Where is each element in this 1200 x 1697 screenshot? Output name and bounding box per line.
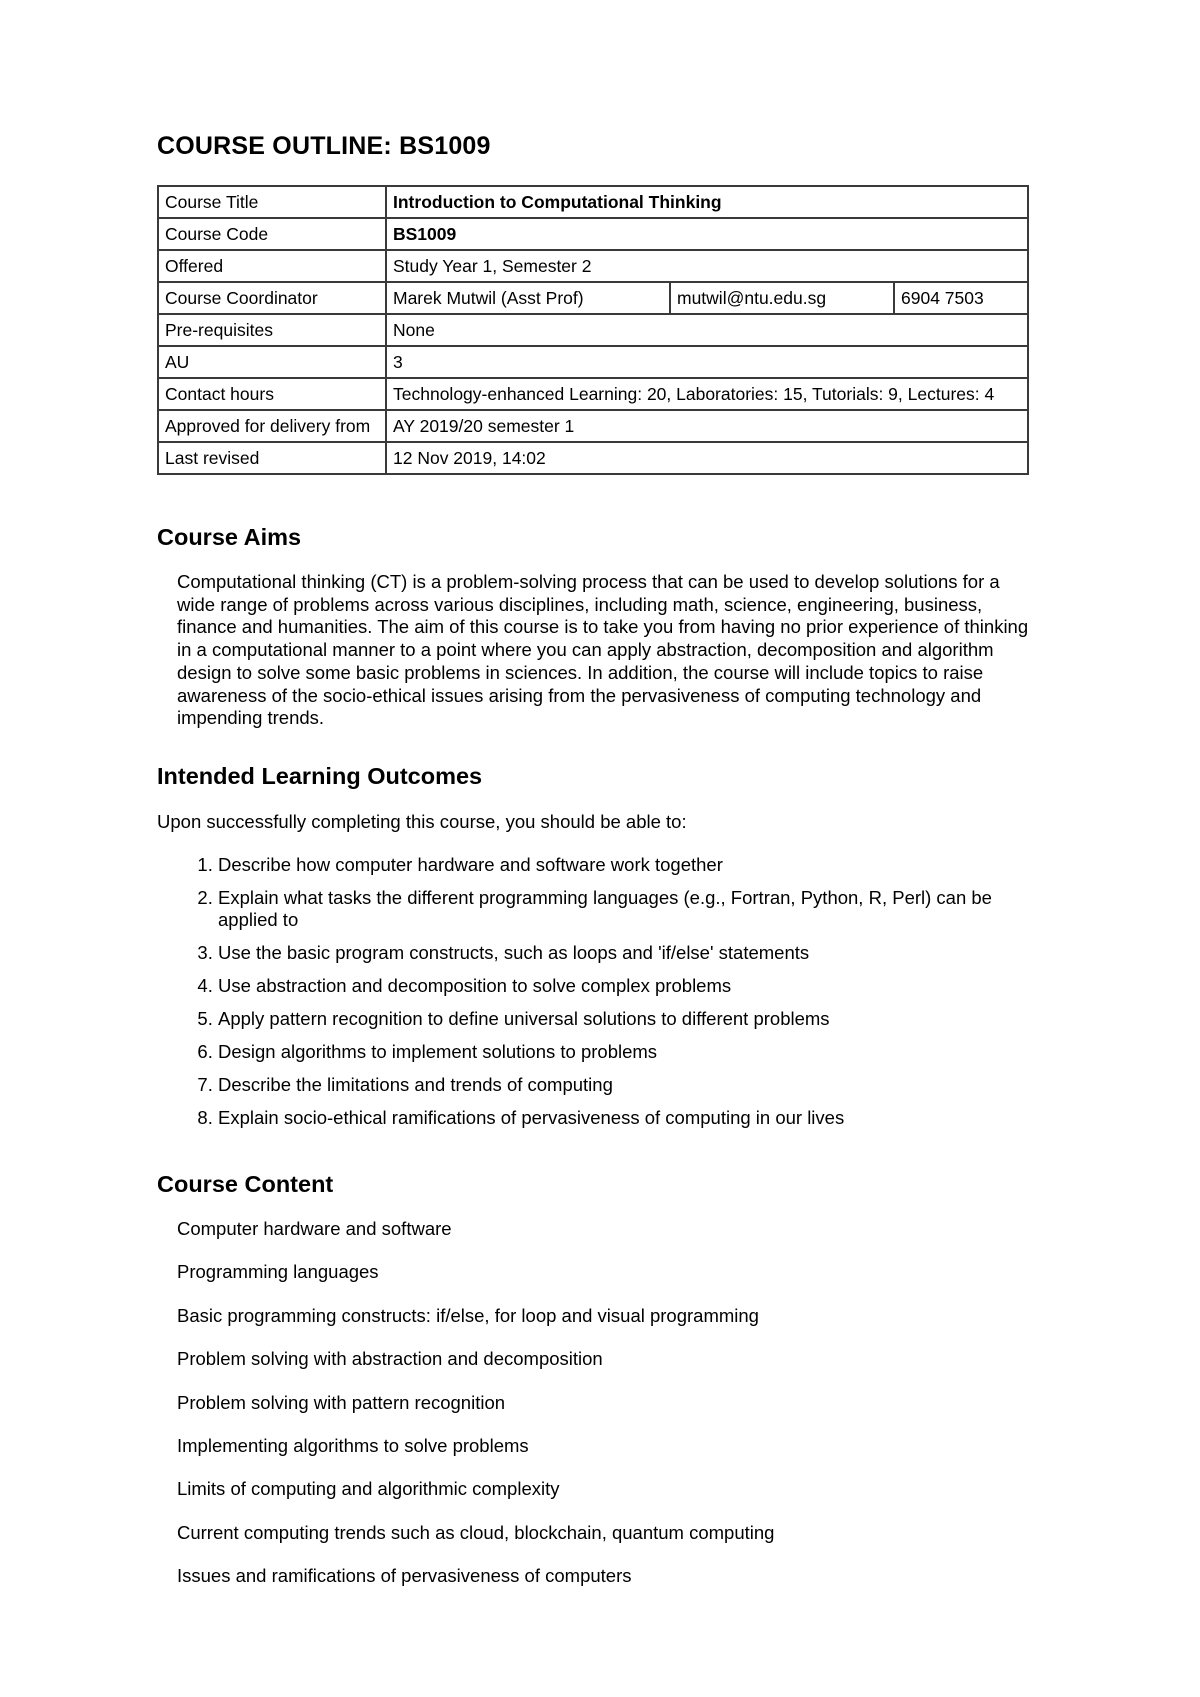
page-title: COURSE OUTLINE: BS1009: [157, 132, 491, 160]
course-aims-heading: Course Aims: [157, 524, 302, 550]
last-revised-value: 12 Nov 2019, 14:02: [386, 442, 1028, 474]
list-item: 5. Apply pattern recognition to define universal solutions to different problems: [218, 1008, 1052, 1030]
list-item: Limits of computing and algorithmic complexity: [177, 1478, 560, 1500]
course-code-label: Course Code: [158, 218, 386, 250]
contact-hours-value: Technology-enhanced Learning: 20, Laboratories: 15, Tutorials: 9, Lectures: 4: [386, 378, 1028, 410]
course-content-list: [177, 1218, 774, 1609]
list-item: 1. Describe how computer hardware and software work together: [218, 854, 1052, 876]
au-value: 3: [386, 346, 1028, 378]
offered-value: Study Year 1, Semester 2: [386, 250, 1028, 282]
table-row: [158, 218, 1028, 250]
course-info-table: [157, 185, 1029, 475]
list-item: 7. Describe the limitations and trends of computing: [218, 1074, 1052, 1096]
coordinator-phone: 6904 7503: [894, 282, 1028, 314]
approved-value: AY 2019/20 semester 1: [386, 410, 1028, 442]
table-row: [158, 314, 1028, 346]
list-item: 2. Explain what tasks the different programming languages (e.g., Fortran, Python, R, Perl) can be applied to: [218, 887, 1052, 930]
list-item: Basic programming constructs: if/else, for loop and visual programming: [177, 1304, 759, 1326]
course-code-value: BS1009: [386, 218, 1028, 250]
coordinator-label: Course Coordinator: [158, 282, 386, 314]
coordinator-email: mutwil@ntu.edu.sg: [670, 282, 894, 314]
list-item: Problem solving with pattern recognition: [177, 1391, 506, 1413]
course-title-value: Introduction to Computational Thinking: [386, 186, 1028, 218]
contact-hours-label: Contact hours: [158, 378, 386, 410]
offered-label: Offered: [158, 250, 386, 282]
list-item: Implementing algorithms to solve problems: [177, 1434, 529, 1456]
last-revised-label: Last revised: [158, 442, 386, 474]
table-row: [158, 410, 1028, 442]
list-item: Problem solving with abstraction and decomposition: [177, 1348, 603, 1370]
table-row: [158, 250, 1028, 282]
list-item: Current computing trends such as cloud, blockchain, quantum computing: [177, 1521, 775, 1543]
prerequisites-value: None: [386, 314, 1028, 346]
table-row: [158, 442, 1028, 474]
coordinator-name: Marek Mutwil (Asst Prof): [386, 282, 670, 314]
list-item: Programming languages: [177, 1261, 379, 1283]
list-item: Issues and ramifications of pervasiveness of computers: [177, 1565, 632, 1587]
course-aims-text: Computational thinking (CT) is a problem-solving process that can be used to develop solutions for a wide range of problems across various disciplines, including math, science, engineering, business, finance and humanities. The aim of this course is to take you from having no prior experience of thinking in a computational manner to a point where you can apply abstraction, decomposition and algorithm design to solve some basic problems in sciences. In addition, the course will include topics to raise awareness of the socio-ethical issues arising from the pervasiveness of computing technology and impending trends.: [177, 571, 1029, 729]
approved-label: Approved for delivery from: [158, 410, 386, 442]
list-item: 4. Use abstraction and decomposition to solve complex problems: [218, 975, 1052, 997]
list-item: 3. Use the basic program constructs, such as loops and 'if/else' statements: [218, 942, 1052, 964]
list-item: 8. Explain socio-ethical ramifications of pervasiveness of computing in our lives: [218, 1107, 1052, 1129]
table-row: [158, 282, 1028, 314]
table-row: [158, 186, 1028, 218]
table-row: [158, 346, 1028, 378]
learning-outcomes-list: [157, 854, 1052, 1140]
table-row: [158, 378, 1028, 410]
learning-outcomes-intro: Upon successfully completing this course, you should be able to:: [157, 811, 687, 832]
prerequisites-label: Pre-requisites: [158, 314, 386, 346]
learning-outcomes-heading: Intended Learning Outcomes: [157, 763, 483, 789]
list-item: 6. Design algorithms to implement solutions to problems: [218, 1041, 1052, 1063]
list-item: Computer hardware and software: [177, 1218, 452, 1239]
course-title-label: Course Title: [158, 186, 386, 218]
course-content-heading: Course Content: [157, 1171, 334, 1197]
au-label: AU: [158, 346, 386, 378]
